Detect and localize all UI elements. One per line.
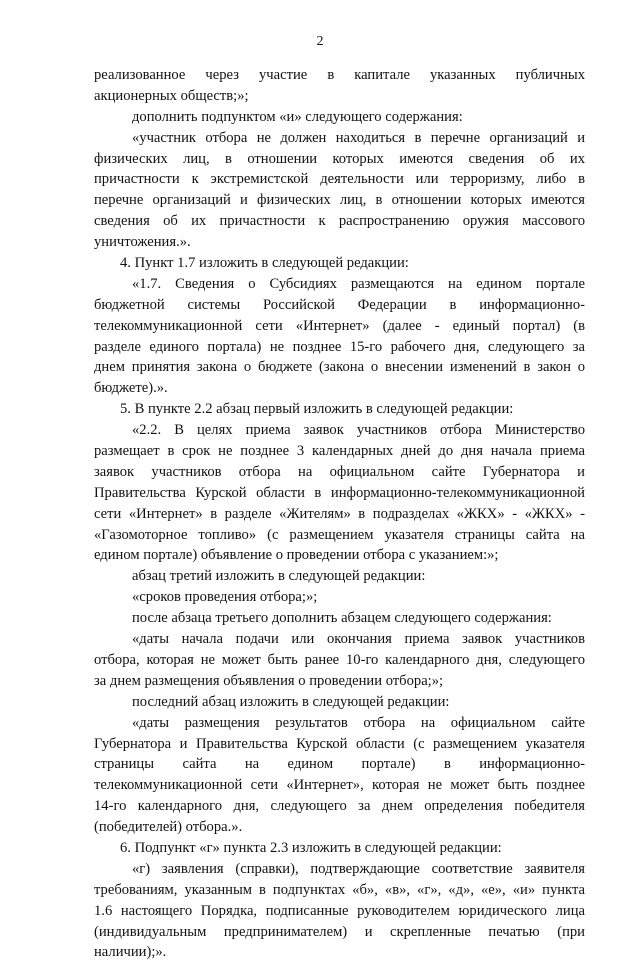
text-line: едином портале) объявление о проведении отбора с указанием:»; [94,547,499,564]
text-line: страницы сайта на едином портале) в информационно- [94,756,585,773]
text-line: «участник отбора не должен находиться в перечне организаций и [132,129,585,146]
text-line: бюджетной системы Российской Федерации в информационно- [94,296,585,313]
text-line: «г) заявления (справки), подтверждающие соответствие заявителя [132,860,585,877]
text-line: «Газомоторное топливо» (с размещением указателя страницы сайта на [94,526,585,543]
text-line: абзац третий изложить в следующей редакции: [132,568,426,585]
text-line: разделе единого портала) не позднее 15-го рабочего дня, следующего за [94,338,585,355]
text-line: бюджете).». [94,380,168,397]
text-line: заявок участников отбора на официальном сайте Губернатора и [94,463,585,480]
text-line: Правительства Курской области в информационно-телекоммуникационной [94,484,585,501]
text-line: «даты начала подачи или окончания приема заявок участников [132,631,585,648]
text-line: (победителей) отбора.». [94,819,243,836]
document-body [94,65,585,963]
text-line: (индивидуальным предпринимателем) и скрепленные печатью (при [94,923,585,940]
text-line: телекоммуникационной сети «Интернет», которая не может быть позднее [94,777,585,794]
text-line: дополнить подпунктом «и» следующего содержания: [132,108,463,125]
text-line: причастности к экстремистской деятельности или терроризму, либо в [94,171,585,188]
text-line: наличии);». [94,944,167,961]
text-line: «1.7. Сведения о Субсидиях размещаются на едином портале [132,275,585,292]
page-number: 2 [316,34,324,49]
text-line: «сроков проведения отбора;»; [132,589,318,606]
text-line: «2.2. В целях приема заявок участников отбора Министерство [132,422,585,439]
text-line: после абзаца третьего дополнить абзацем следующего содержания: [132,610,552,627]
text-line: акционерных обществ;»; [94,87,249,104]
text-line: 4. Пункт 1.7 изложить в следующей редакции: [120,255,409,272]
text-line: уничтожения.». [94,234,191,251]
text-line: сети «Интернет» в разделе «Жителям» в подразделах «ЖКХ» - «ЖКХ» - [94,505,585,522]
text-line: отбора, которая не может быть ранее 10-го календарного дня, следующего [94,651,585,668]
text-line: последний абзац изложить в следующей редакции: [132,693,450,710]
text-line: телекоммуникационной сети «Интернет» (далее - единый портал) (в [94,317,585,334]
text-line: требованиям, указанным в подпунктах «б», «в», «г», «д», «е», «и» пункта [94,881,585,898]
text-line: 1.6 настоящего Порядка, подписанные руководителем юридического лица [94,902,585,919]
text-line: 6. Подпункт «г» пункта 2.3 изложить в следующей редакции: [120,839,502,856]
text-line: физических лиц, в отношении которых имеются сведения об их [94,150,585,167]
text-line: реализованное через участие в капитале указанных публичных [94,67,585,83]
text-line: «даты размещения результатов отбора на официальном сайте [132,714,585,731]
text-line: перечне организаций и физических лиц, в отношении которых имеются [94,192,585,209]
text-line: 5. В пункте 2.2 абзац первый изложить в следующей редакции: [120,401,514,418]
text-line: 14-го календарного дня, следующего за днем определения победителя [94,798,585,815]
text-line: Губернатора и Правительства Курской области (с размещением указателя [94,735,585,752]
text-line: за днем размещения объявления о проведении отбора;»; [94,672,444,689]
text-line: размещает в срок не позднее 3 календарных дней до дня начала приема [94,443,585,460]
text-line: днем принятия закона о бюджете (закона о внесении изменений в закон о [94,359,585,376]
text-line: сведения об их причастности к распространению оружия массового [94,213,585,230]
